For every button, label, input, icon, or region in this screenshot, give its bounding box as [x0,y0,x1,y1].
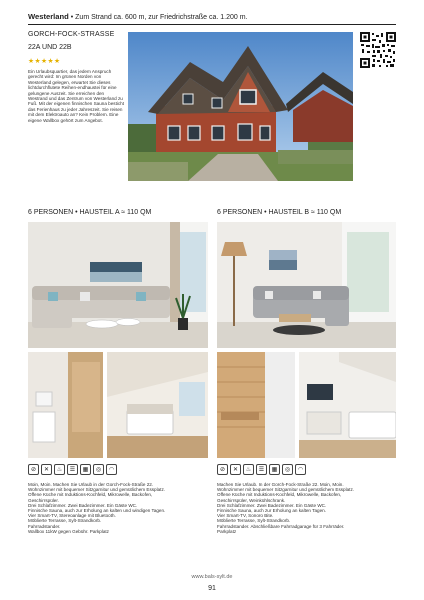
no-smoking-icon: ⊘ [28,464,39,475]
qr-code[interactable] [360,32,396,68]
sauna-icon: ☰ [256,464,267,475]
house-b-title: 6 PERSONEN • HAUSTEIL B ≈ 110 QM [217,209,342,216]
house-a-bedroom-photo [107,352,208,458]
house-b-amenity-icons [217,464,306,475]
page-number: 91 [208,585,216,592]
wifi-icon: ◠ [106,464,117,475]
website-link[interactable]: www.bals-sylt.de [191,574,233,580]
star-rating: ★★★★★ [28,58,61,65]
house-b-bedroom-photo [299,352,396,458]
wifi-icon: ◠ [295,464,306,475]
house-exterior-photo [128,32,353,181]
sauna-icon: ☰ [67,464,78,475]
property-numbers: 22A UND 22B [28,44,72,51]
property-intro: Ein Urlaubsquartier, das jedem Anspruch gerecht wird: Im grünen Norden von Westerland gelegen, erwartet Sie dieses lichtdurchflutete Reihen-endhaustei für eine gelungene Auszeit. Sie erreichen den Westrand und das Zentrum von Westerland zu Fuß. Mit der eigenen finnischen Sauna besticht das Ferienhaus zu jeder Jahreszeit. Sie reisen mit dem Elektroauto an? Kein Problem. Eine eigene Wallbox gehört zum Angebot. [28,69,125,123]
house-b-sauna-photo [217,352,295,458]
house-a-amenity-icons [28,464,117,475]
house-b-living-room-photo [217,222,396,348]
location-name: Westerland [28,12,69,21]
house-a-bathroom-photo [28,352,103,458]
washing-machine-icon: ◎ [282,464,293,475]
house-a-title: 6 PERSONEN • HAUSTEIL A ≈ 110 QM [28,209,152,216]
house-b-description: Machen Sie Urlaub. In der Gorch-Fock-Straße 22. Moin, Moin. Wohnzimmer mit bequemer Sitzgarnitur und gemütlichem Essplatz. Offene Küche mit Induktions-Kochfeld, Mikrowelle, Backofen, Geschirrspüler, Weinkühlschrank. Drei Schlafzimmer. Zwei Badezimmer. Ein Gäste WC. Finnische Sauna, auch zur Erholung an kalten Tagen. Vier Smart-TV, Sonoro Bite. Möblierte Terrasse, Sylt-Strandkorb. Fahrradstander. Abschließbare Fahrradgarage für 3 Fahrräder. Parkplatz [217,482,355,534]
no-smoking-icon: ⊘ [217,464,228,475]
page-header [28,12,248,21]
washing-machine-icon: ◎ [93,464,104,475]
header-rule [28,24,396,25]
dishwasher-icon: ▦ [269,464,280,475]
house-a-description: Moin, Moin. Machen Sie Urlaub in der Gorch-Fock-Straße 22. Wohnzimmer mit bequemer Sitzgarnitur und gemütlichem Essplatz. Offene Küche mit Induktions-Kochfeld, Mikrowelle, Backofen, Geschirrspüler. Drei Schlafzimmer. Zwei Badezimmer. Ein Gäste WC. Finnische Sauna, auch zur Erholung an kalten und windigen Tagen. Vier Smart-TV, Stereoanlage mit Bluetooth. Möblierte Terrasse, Sylt-Strandkorb. Fahrradstander. Wallbox 11kW gegen Gebühr. Parkplatz [28,482,166,534]
distance-info: Zum Strand ca. 600 m, zur Friedrichstraße ca. 1.200 m. [75,14,248,21]
house-a-living-room-photo [28,222,208,348]
no-pets-icon: ✕ [230,464,241,475]
no-pets-icon: ✕ [41,464,52,475]
property-name: GORCH-FOCK-STRASSE [28,31,115,38]
header-bullet: • [70,14,74,21]
shower-icon: ♨ [54,464,65,475]
shower-icon: ♨ [243,464,254,475]
dishwasher-icon: ▦ [80,464,91,475]
